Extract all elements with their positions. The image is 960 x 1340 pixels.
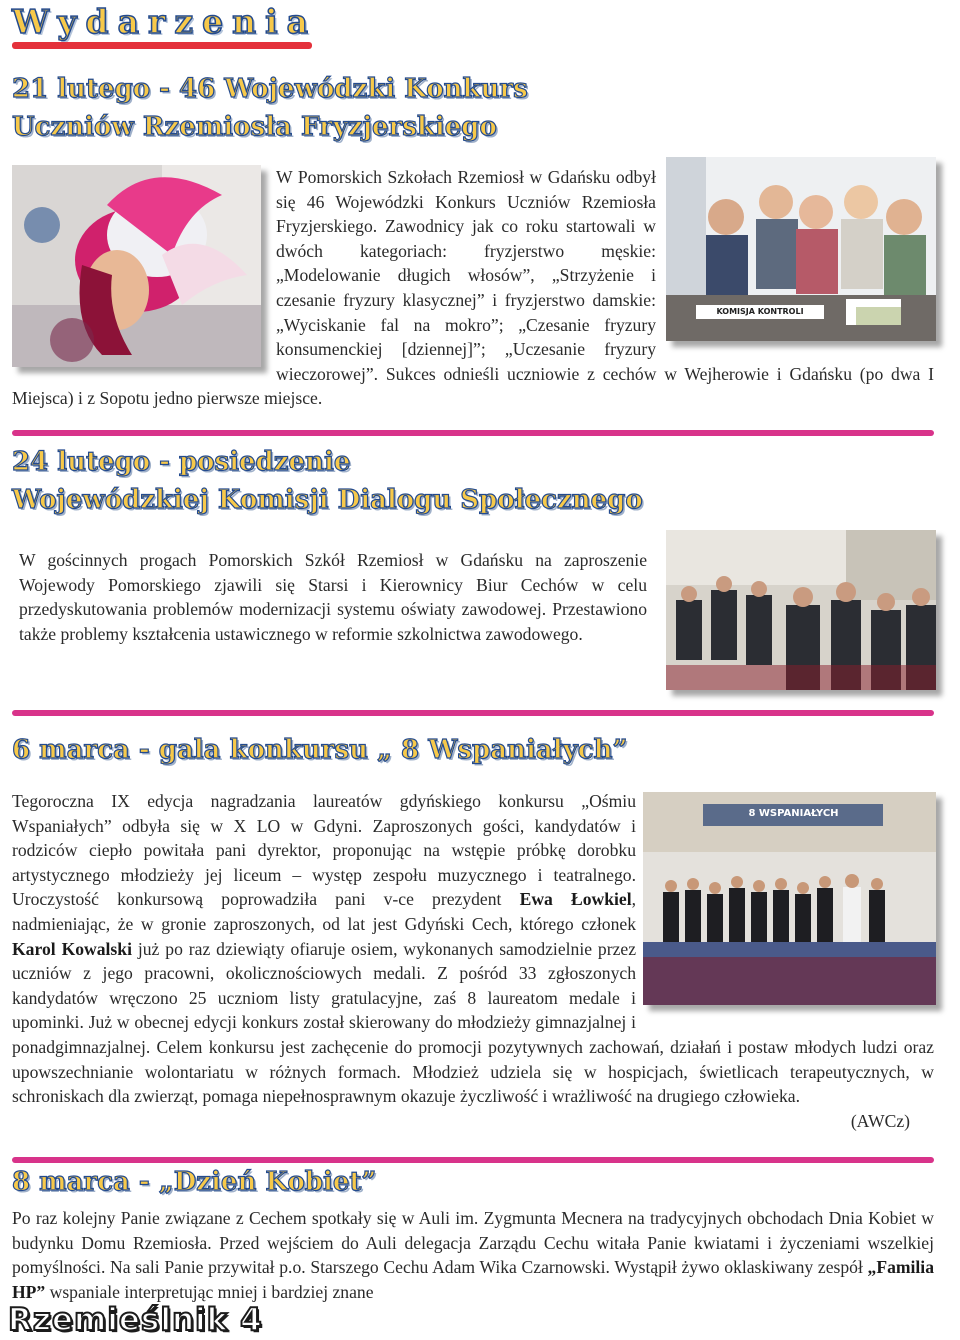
- article-2-body: [19, 548, 647, 646]
- footer-publication: Rzemieślnik 4: [8, 1302, 263, 1338]
- article-3-text-3: już po raz dziewiąty ofiaruje osiem, wykonanych samodzielnie przez uczniów z jego pracowni, okolicznościowych medali. Z pośród 33 zgłoszonych kandydatów wręczono 25 uczniom listy gratulacyjne, zaś 8 laureatom medale i upominki. Już w obecnej edycji konkurs został skierowany do młodzieży gimnazjalnej i ponadgimnazjalnej. Celem konkursu jest zachęcenie do promocji pozytywnych zachowań, działań i postaw młodych ludzi oraz upowszechnianie wolontariatu w różnych formach. Młodzież udziela się w hospicjach, świetlicach terapeutycznych, w schroniskach dla zwierząt, pomaga niepełnosprawnym okazuje życzliwość i wrażliwość na drugiego człowieka.: [12, 938, 934, 1107]
- gala-banner: 8 WSPANIAŁYCH: [748, 808, 839, 819]
- article-3-signature: (AWCz): [850, 1110, 910, 1131]
- article-2-paragraph: W gościnnych progach Pomorskich Szkół Rzemiosł w Gdańsku na zaproszenie Wojewody Pomorskiego zjawili się Starsi i Kierownicy Biur Cechów w celu przedyskutowania problemów modernizacji systemu oświaty zawodowej. Przestawiono także problemy kształcenia ustawicznego w reformie szkolnictwa zawodowego.: [19, 550, 647, 644]
- masthead-title: Wydarzenia: [12, 2, 317, 41]
- article-3-text-2: , nadmieniając, że w gronie zaproszonych, od lat jest Gdyński Cech, którego członek: [12, 889, 636, 934]
- article-4-body: [12, 1206, 934, 1304]
- article-1-title: [12, 70, 528, 146]
- article-3-title: 6 marca - gala konkursu „ 8 Wspaniałych”: [12, 735, 628, 765]
- divider-1: [12, 430, 934, 436]
- article-2-title-line1: 24 lutego - posiedzenie: [12, 447, 351, 477]
- article-1-paragraph: W Pomorskich Szkołach Rzemiosł w Gdańsku odbył się 46 Wojewódzki Konkurs Uczniów Rzemiosła Fryzjerskiego. Zawodnicy jak co roku startowali w dwóch kategoriach: fryzjerstwo męskie: „Modelowanie długich włosów”, „Strzyżenie i czesanie fryzury klasycznej” i fryzjerstwo damskie: „Wyciskanie fal na mokro”; „Czesanie fryzury konsumenckiej [dziennej]”; „Uczesanie fryzury wieczorowej”. Sukces odnieśli uczniowie z cechów w Wejherowie i Gdańsku (po dwa I Miejsca) i z Sopotu jedno pierwsze miejsce.: [12, 167, 934, 409]
- article-4-title: 8 marca - „Dzień Kobiet”: [12, 1167, 377, 1197]
- article-3-person-2: Karol Kowalski: [12, 938, 132, 959]
- article-2-title-line2: Wojewódzkiej Komisji Dialogu Społecznego: [12, 485, 643, 515]
- meeting-photo: [666, 530, 936, 690]
- article-4-text-2: wspaniale interpretując mniej i bardziej znane: [45, 1281, 374, 1302]
- article-4-paragraph: [12, 1206, 934, 1304]
- article-1-title-line2: Uczniów Rzemiosła Fryzjerskiego: [12, 112, 497, 142]
- article-4-band-name: „Familia HP”: [12, 1257, 934, 1302]
- commission-sign: KOMISJA KONTROLI: [696, 305, 824, 319]
- article-3-text-1: Tegoroczna IX edycja nagradzania laureatów gdyńskiego konkursu „Ośmiu Wspaniałych” odbyła się w X LO w Gdyni. Zaproszonych gości, kandydatów i rodziców ciepło powitała pani dyrektor, proponując na wstępie próbkę dorobku artystycznego młodzieży jej liceum – występ zespołu muzycznego i teatralnego. Uroczystość konkursową poprowadziła pani v-ce prezydent: [12, 791, 636, 910]
- masthead-underline: [12, 42, 312, 49]
- article-1-body: [12, 165, 934, 411]
- article-3-body: [12, 789, 934, 1133]
- article-1-title-line1: 21 lutego - 46 Wojewódzki Konkurs: [12, 74, 528, 104]
- divider-2: [12, 710, 934, 716]
- article-2-title: [12, 443, 643, 519]
- article-3-person-1: Ewa Łowkiel: [519, 889, 632, 910]
- article-4-text-1: Po raz kolejny Panie związane z Cechem spotkały się w Auli im. Zygmunta Mecnera na tradycyjnych obchodach Dnia Kobiet w budynku Domu Rzemiosła. Przed wejściem do Auli delegacja Zarządu Cechu witała Panie kwiatami i życzeniami wszelkiej pomyślności. Na sali Panie przywitał p.o. Starszego Cechu Adam Wika Czarnowski. Wystąpił żywo oklaskiwany zespół: [12, 1208, 934, 1278]
